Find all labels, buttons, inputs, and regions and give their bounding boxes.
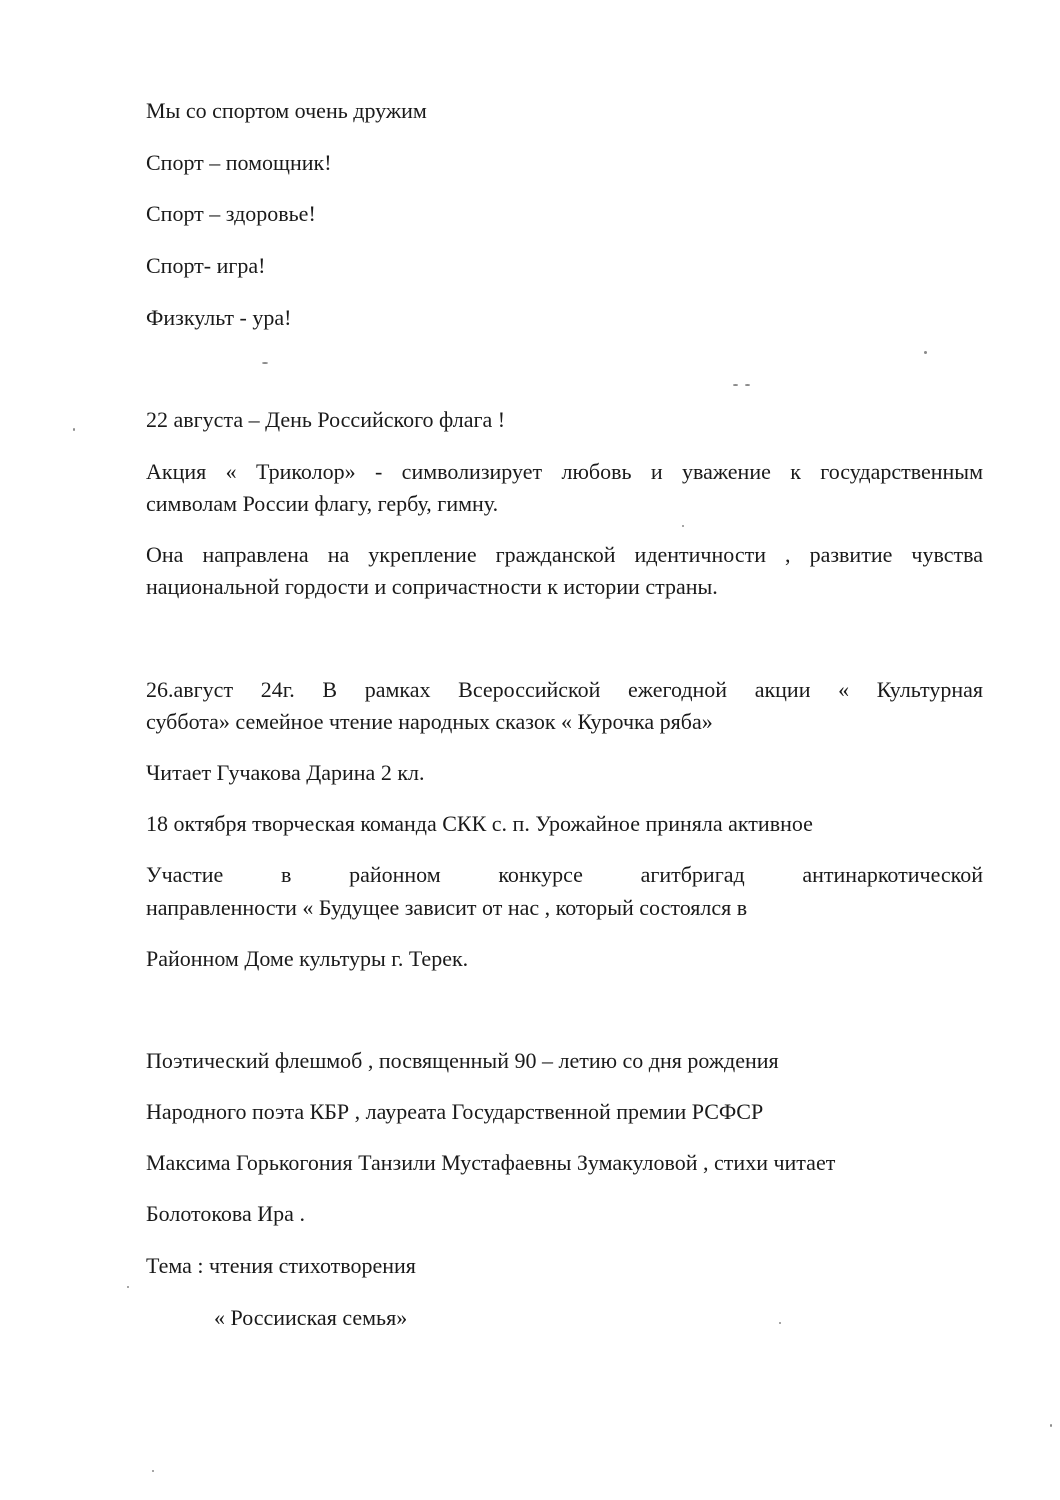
scan-speck [152, 1470, 154, 1472]
scan-speck [127, 1286, 129, 1288]
sport-line-2: Спорт – помощник! [146, 150, 332, 175]
scan-speck [1050, 1424, 1052, 1427]
scan-speck [745, 384, 750, 386]
sport-line-3: Спорт – здоровье! [146, 201, 316, 226]
flag-day-title: 22 августа – День Российского флага ! [146, 407, 506, 432]
scan-speck [73, 428, 75, 431]
agitbrigade-line-1: 18 октября творческая команда СКК с. п. Урожайное приняла активное [146, 811, 813, 836]
scan-speck [779, 1322, 781, 1324]
scan-speck [733, 384, 738, 386]
flashmob-line-6: « Россииская семья» [214, 1305, 408, 1330]
agitbrigade-line-3: направленности « Будущее зависит от нас , который состоялся в [146, 895, 748, 920]
flashmob-line-2: Народного поэта КБР , лауреата Государственной премии РСФСР [146, 1099, 764, 1124]
scan-speck [924, 351, 927, 354]
sport-line-1: Мы со спортом очень дружим [146, 98, 427, 123]
culture-saturday-line-2: суббота» семейное чтение народных сказок « Курочка ряба» [146, 709, 713, 734]
scan-speck [682, 525, 684, 527]
agitbrigade-line-2: Участие в районном конкурсе агитбригад антинаркотической [146, 862, 983, 887]
sport-line-5: Физкульт - ура! [146, 305, 292, 330]
flashmob-line-4: Болотокова Ира . [146, 1201, 305, 1226]
flashmob-line-1: Поэтический флешмоб , посвященный 90 – летию со дня рождения [146, 1048, 779, 1073]
culture-saturday-reader: Читает Гучакова Дарина 2 кл. [146, 760, 425, 785]
scan-speck [262, 362, 268, 364]
flashmob-line-3: Максима Горькогония Танзили Мустафаевны Зумакуловой , стихи читает [146, 1150, 836, 1175]
identity-line-1: Она направлена на укрепление гражданской идентичности , развитие чувства [146, 542, 983, 567]
tricolor-line-2: символам России флагу, гербу, гимну. [146, 491, 499, 516]
culture-saturday-line-1: 26.август 24г. В рамках Всероссийской ежегодной акции « Культурная [146, 677, 983, 702]
sport-line-4: Спорт- игра! [146, 253, 266, 278]
agitbrigade-line-4: Районном Доме культуры г. Терек. [146, 946, 469, 971]
flashmob-line-5: Тема : чтения стихотворения [146, 1253, 416, 1278]
identity-line-2: национальной гордости и сопричастности к истории страны. [146, 574, 718, 599]
tricolor-line-1: Акция « Триколор» - символизирует любовь и уважение к государственным [146, 459, 983, 484]
